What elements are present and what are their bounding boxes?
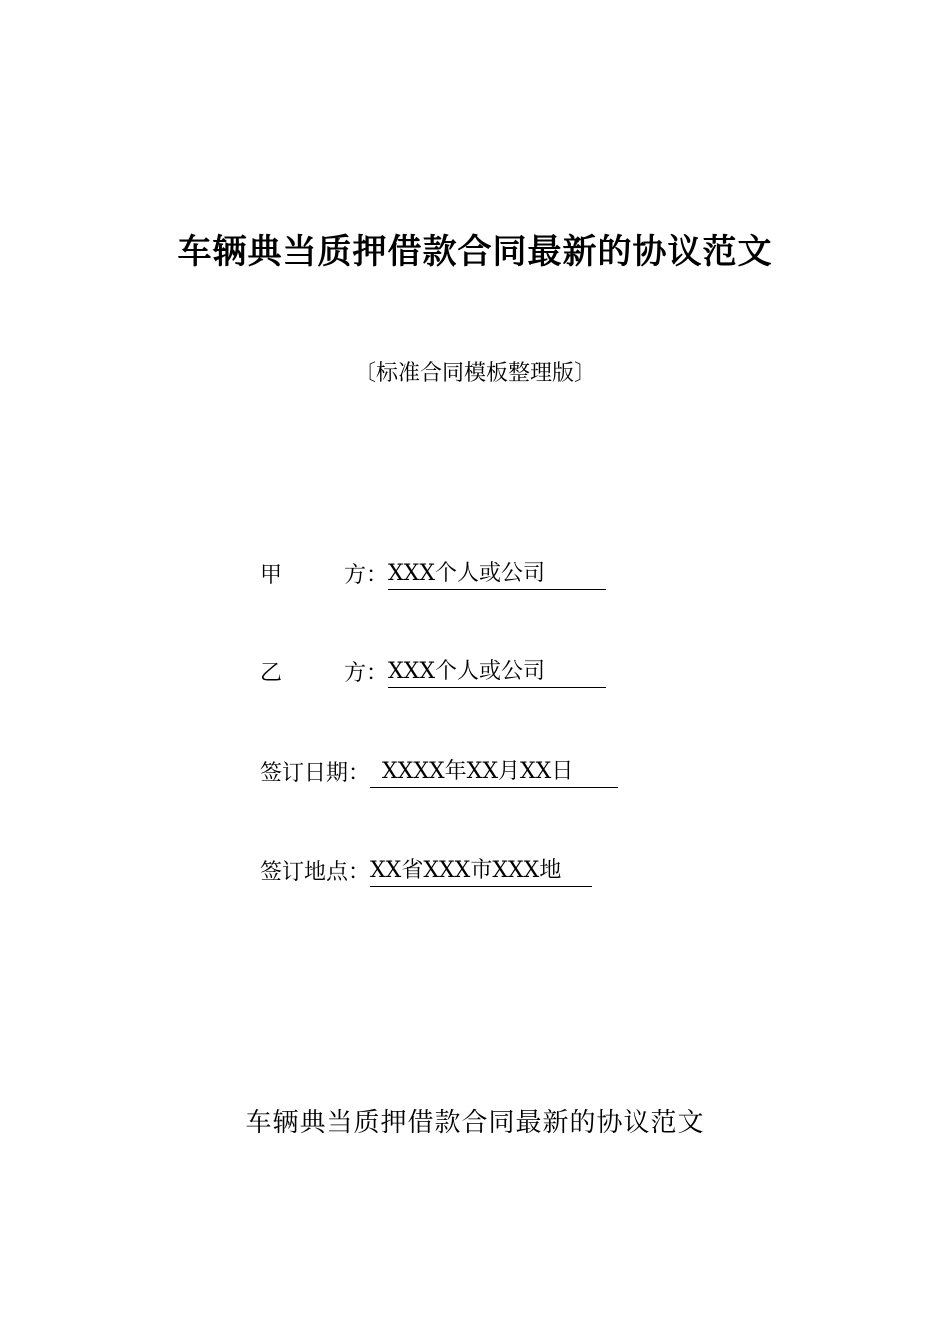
party-b-label-suffix: 方： [343,661,388,686]
footer-title: 车辆典当质押借款合同最新的协议范文 [245,1108,705,1138]
party-b-field [260,657,606,691]
party-b-label [260,657,388,691]
signing-place-label: 签订地点： [260,860,371,885]
document-subtitle: 〔标准合同模板整理版〕 [353,361,596,386]
signing-place-value: XX省XXX市XXX地 [370,856,592,887]
signing-date-field [260,757,618,791]
party-b-value: XXX个人或公司 [388,657,606,688]
signing-date-label: 签订日期： [260,761,371,786]
document-title: 车辆典当质押借款合同最新的协议范文 [177,232,773,272]
party-a-label-char: 甲 [260,563,283,588]
party-a-field [260,559,606,593]
signing-date-value: XXXX年XX月XX日 [370,757,618,788]
party-b-label-char: 乙 [260,661,283,686]
party-a-value: XXX个人或公司 [388,559,606,590]
signing-place-field [260,856,592,890]
party-a-label [260,559,388,593]
party-a-label-suffix: 方： [343,563,388,588]
